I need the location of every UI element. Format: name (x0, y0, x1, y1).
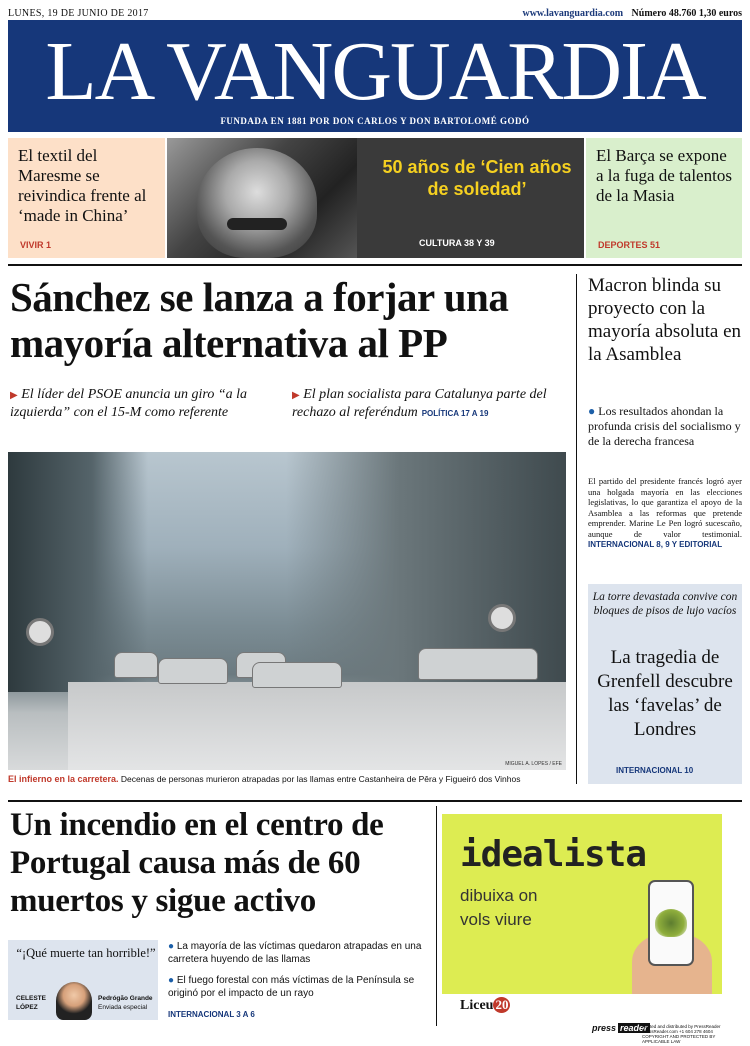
column-divider (436, 806, 437, 1026)
teaser-cultura[interactable] (167, 138, 584, 258)
pressreader-logo (590, 1023, 650, 1033)
ad-line-2: vols viure (460, 910, 532, 929)
teaser-cultura-title: 50 años de ‘Cien años de soledad’ (382, 157, 572, 199)
website-link[interactable]: www.lavanguardia.com (522, 8, 624, 19)
author-info (98, 994, 153, 1012)
liceu-badge: 20 (495, 997, 509, 1012)
triangle-bullet-icon: ▶ (10, 390, 18, 401)
ad-line-1: dibuixa on (460, 886, 538, 905)
pressreader-logo-text: press (592, 1023, 617, 1033)
pressreader-footer (590, 1022, 742, 1044)
macron-headline[interactable]: Macron blinda su proyecto con la mayoría absoluta en la Asamblea (588, 275, 742, 365)
portugal-bullet-2 (168, 974, 430, 1000)
burned-car-icon (158, 658, 228, 684)
founded-line: FUNDADA EN 1881 POR DON CARLOS Y DON BARTOLOMÉ GODÓ (220, 116, 530, 126)
photo-caption (8, 774, 566, 785)
newspaper-logo: LA VANGUARDIA (45, 25, 705, 118)
lead-subhead-2 (292, 386, 568, 422)
quote-box (8, 940, 158, 1020)
macron-body (588, 476, 742, 551)
author-role: Enviada especial (98, 1004, 148, 1011)
author-portrait (167, 138, 357, 258)
column-divider (576, 274, 577, 784)
quote-text: “¡Qué muerte tan horrible!” (16, 946, 156, 960)
idealista-ad[interactable] (442, 814, 722, 994)
caption-text: Decenas de personas murieron atrapadas por las llamas entre Castanheira de Pêra y Figueiró dos Vinhos (120, 774, 521, 784)
top-info-line (8, 6, 742, 20)
author-name (16, 994, 46, 1012)
author-place: Pedrógão Grande (98, 995, 153, 1002)
portugal-bullet-1-text: La mayoría de las víctimas quedaron atrapadas en una carretera huyendo de las llamas (168, 941, 422, 965)
teaser-barca-text: El Barça se expone a la fuga de talentos de la Masia (596, 146, 732, 205)
teaser-textil-text: El textil del Maresme se reivindica frente al ‘made in China’ (18, 146, 147, 225)
masthead (8, 20, 742, 132)
issue-number: Número 48.760 (631, 8, 697, 19)
photo-credit: MIGUEL A. LOPES / EFE (505, 761, 562, 767)
macron-bullet-text: Los resultados ahondan la profunda crisis del socialismo y de la derecha francesa (588, 404, 741, 448)
teaser-textil[interactable] (8, 138, 165, 258)
divider (8, 264, 742, 266)
grenfell-headline: La tragedia de Grenfell descubre las ‘favelas’ de Londres (597, 647, 733, 740)
burned-car-icon (114, 652, 158, 678)
lead-subhead-1-text: El líder del PSOE anuncia un giro “a la izquierda” con el 15-M como referente (10, 387, 248, 420)
price: 1,30 euros (698, 8, 742, 19)
bullet-dot-icon: ● (168, 975, 175, 986)
liceu-text: Liceu (460, 998, 494, 1013)
ad-brand: idealista (460, 834, 647, 875)
heart-map-icon (655, 909, 687, 937)
bullet-dot-icon: ● (588, 404, 596, 418)
road-sign-icon (26, 618, 54, 646)
macron-body-text: El partido del presidente francés logró ayer una holgada mayoría en las elecciones legislativas, lo que garantiza el apoyo de la Asamblea a las reformas que pretende emprender. Marine Le Pen logró sucescaño, aunque de valor testimonial. (588, 476, 742, 539)
portugal-ref[interactable] (168, 1008, 430, 1021)
divider (8, 800, 742, 802)
author-first-name: CELESTE (16, 995, 46, 1002)
grenfell-ref[interactable]: INTERNACIONAL 10 (616, 766, 694, 775)
lead-headline[interactable]: Sánchez se lanza a forjar una mayoría alternativa al PP (10, 274, 509, 366)
author-last-name: LÓPEZ (16, 1004, 38, 1011)
pressreader-text: Printed and distributed by PressReader PressReader.com +1 604 278 4604 COPYRIGHT AND PROTECTED BY APPLICABLE LAW (642, 1024, 721, 1044)
issue-date: LUNES, 19 DE JUNIO DE 2017 (8, 8, 149, 19)
portugal-bullet-2-text: El fuego forestal con más víctimas de la Península se originó por el impacto de un rayo (168, 975, 415, 999)
road-sign-icon (488, 604, 516, 632)
fire-photo (8, 452, 566, 770)
lead-subhead-1 (10, 386, 280, 421)
teaser-textil-section: VIVIR 1 (20, 240, 52, 250)
teaser-cultura-section: CULTURA 38 Y 39 (419, 238, 495, 248)
teaser-barca-section: DEPORTES 51 (598, 240, 661, 250)
triangle-bullet-icon: ▶ (292, 390, 300, 401)
pressreader-logo-text-2: reader (620, 1023, 648, 1033)
lead-ref[interactable]: POLÍTICA 17 A 19 (421, 409, 489, 418)
caption-title: El infierno en la carretera. (8, 774, 119, 784)
portrait-face-icon (197, 148, 317, 258)
burned-car-icon (418, 648, 538, 680)
liceu-logo (460, 997, 510, 1014)
teaser-barca[interactable] (586, 138, 742, 258)
portugal-headline[interactable]: Un incendio en el centro de Portugal causa más de 60 muertos y sigue activo (10, 807, 384, 919)
bullet-dot-icon: ● (168, 941, 175, 952)
author-avatar (56, 982, 92, 1020)
grenfell-box[interactable] (588, 584, 742, 784)
lead-subhead-2-text: El plan socialista para Catalunya parte del rechazo al referéndum (292, 387, 547, 420)
road (68, 682, 566, 770)
macron-ref[interactable]: INTERNACIONAL 8, 9 Y EDITORIAL (588, 540, 723, 549)
burned-car-icon (252, 662, 342, 688)
grenfell-kicker: La torre devastada convive con bloques de pisos de lujo vacíos (592, 591, 738, 617)
issue-meta (522, 8, 742, 19)
macron-bullet (588, 404, 742, 449)
portugal-bullet-1 (168, 940, 430, 966)
portugal-ref-text: INTERNACIONAL 3 A 6 (168, 1010, 255, 1019)
